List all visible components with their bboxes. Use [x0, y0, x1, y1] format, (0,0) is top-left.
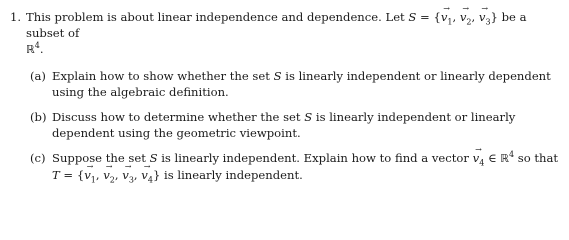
part-a-text-2: is linearly independent or linearly dependent using the algebraic definition.: [52, 69, 551, 99]
vector-v4-membership: → $v_4$ ∈ ℝ$^4$: [473, 151, 514, 165]
set-definition-t: T = {→ $v_1$, → $v_2$, → $v_3$, → $v_4$}: [52, 168, 160, 182]
part-a-label: (a): [30, 69, 46, 83]
part-c-text-1: Suppose the set: [52, 151, 150, 165]
part-c-text-4: is linearly independent.: [160, 168, 303, 182]
problem-intro: [26, 9, 562, 58]
problem-number: 1.: [10, 10, 22, 24]
part-a-text-1: Explain how to show whether the set: [52, 69, 274, 83]
intro-text-2: be a subset of: [26, 10, 527, 40]
intro-text-3: .: [39, 42, 44, 56]
part-c-text-2: is linearly independent. Explain how to find a vector: [157, 151, 473, 165]
part-a: [30, 68, 562, 100]
part-b-text-1: Discuss how to determine whether the set: [52, 110, 305, 124]
part-b: [30, 109, 562, 141]
problem-1: [10, 9, 562, 192]
real-space-exponent: 4: [34, 41, 40, 51]
set-definition-s: S = {→ $v_1$, → $v_2$, → $v_3$}: [408, 10, 498, 24]
part-c-text-3: so that: [514, 151, 559, 165]
part-b-var: S: [304, 110, 313, 124]
part-a-var: S: [273, 69, 282, 83]
intro-text-1: This problem is about linear independence and dependence. Let: [26, 10, 409, 24]
part-b-text-2: is linearly independent or linearly dependent using the geometric viewpoint.: [52, 110, 516, 140]
problem-parts: [10, 68, 562, 183]
part-c: [30, 150, 562, 185]
part-c-label: (c): [30, 151, 46, 165]
part-c-var: S: [149, 151, 158, 165]
part-b-label: (b): [30, 110, 47, 124]
real-space-symbol: ℝ: [26, 43, 35, 56]
